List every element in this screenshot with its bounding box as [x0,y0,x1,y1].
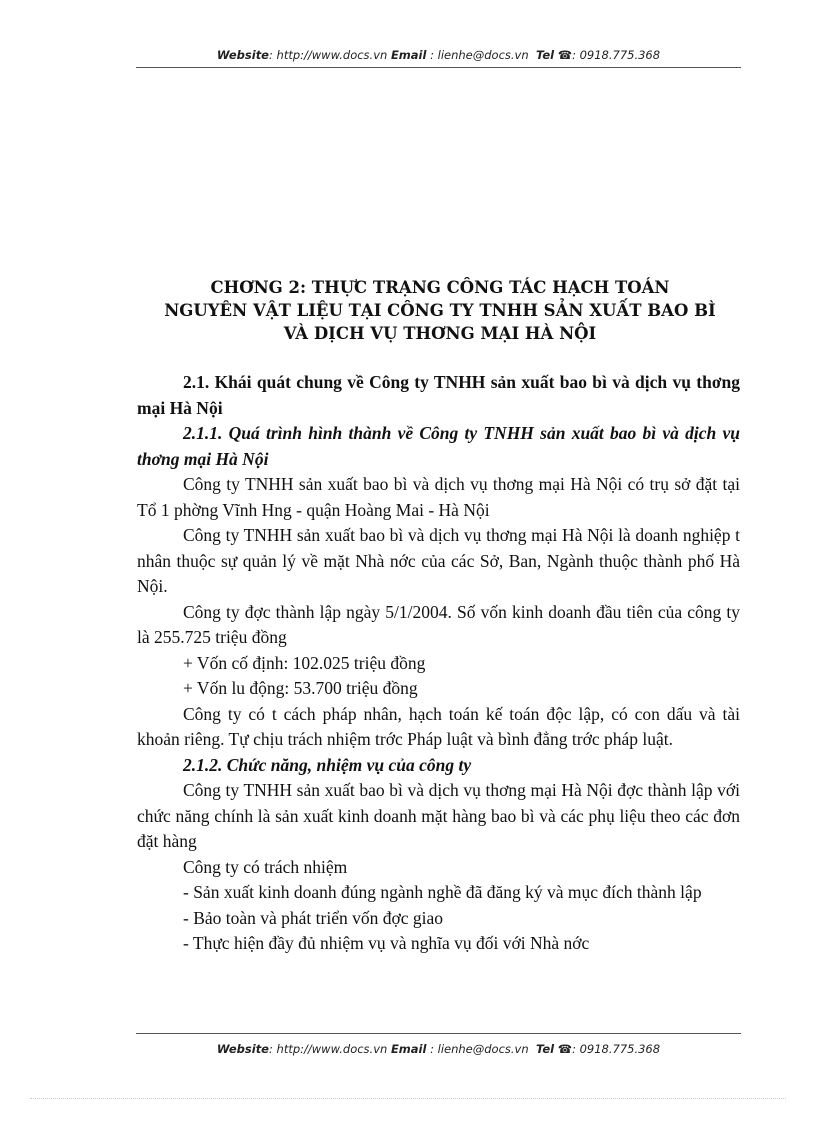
paragraph: Công ty TNHH sản xuất bao bì và dịch vụ thơng mại Hà Nội là doanh nghiệp t nhân thuộc sự quản lý về mặt Nhà nớc của các Sở, Ban, Ngành thuộc thành phố Hà Nội. [137,525,740,596]
website-label: Website [216,1042,269,1056]
page-bottom-dotted-line [30,1098,786,1099]
chapter-title [120,276,760,345]
list-item: + Vốn cố định: 102.025 triệu đồng [183,652,426,673]
paragraph: Công ty TNHH sản xuất bao bì và dịch vụ thơng mại Hà Nội có trụ sở đặt tại Tổ 1 phờng Vĩnh Hng - quận Hoàng Mai - Hà Nội [137,474,740,520]
page-header [136,48,741,62]
paragraph: Công ty có trách nhiệm [183,856,348,877]
section-heading-2-1: 2.1. Khái quát chung về Công ty TNHH sản xuất bao bì và dịch vụ thơng mại Hà Nội [137,372,740,418]
list-item: - Thực hiện đầy đủ nhiệm vụ và nghĩa vụ đối với Nhà nớc [183,933,590,953]
email-label: Email [390,1042,427,1056]
tel-label: Tel [535,48,555,62]
paragraph: Công ty có t cách pháp nhân, hạch toán kế toán độc lập, có con dấu và tài khoản riêng. Tự chịu trách nhiệm trớc Pháp luật và bình đẳng trớc pháp luật. [137,703,740,749]
page-footer [136,1042,741,1056]
chapter-title-line-3: VÀ DỊCH VỤ THƠNG MẠI HÀ NỘI [283,324,597,343]
tel-label: Tel [535,1042,555,1056]
phone-icon: ☎ [557,48,573,62]
section-heading-2-1-2: 2.1.2. Chức năng, nhiệm vụ của công ty [183,754,472,775]
header-rule [136,67,741,68]
website-value: : http://www.docs.vn [269,1042,388,1056]
email-value: : lienhe@docs.vn [430,1042,529,1056]
paragraph: Công ty đợc thành lập ngày 5/1/2004. Số vốn kinh doanh đầu tiên của công ty là 255.725 triệu đồng [137,601,740,647]
website-value: : http://www.docs.vn [269,48,388,62]
tel-value: : 0918.775.368 [572,1042,661,1056]
section-heading-2-1-1: 2.1.1. Quá trình hình thành về Công ty TNHH sản xuất bao bì và dịch vụ thơng mại Hà Nội [137,423,740,469]
chapter-title-line-1: CHƠNG 2: THỰC TRẠNG CÔNG TÁC HẠCH TOÁN [210,278,670,297]
tel-value: : 0918.775.368 [572,48,661,62]
chapter-title-line-2: NGUYÊN VẬT LIỆU TẠI CÔNG TY TNHH SẢN XUẤT BAO BÌ [164,301,716,320]
document-body [137,370,740,957]
list-item: - Sản xuất kinh doanh đúng ngành nghề đã đăng ký và mục đích thành lập [183,882,702,902]
phone-icon: ☎ [557,1042,573,1056]
footer-rule [136,1033,741,1034]
paragraph: Công ty TNHH sản xuất bao bì và dịch vụ thơng mại Hà Nội đợc thành lập với chức năng chính là sản xuất kinh doanh mặt hàng bao bì và các phụ liệu theo các đơn đặt hàng [137,780,740,851]
list-item: + Vốn lu động: 53.700 triệu đồng [183,678,418,698]
email-value: : lienhe@docs.vn [430,48,529,62]
website-label: Website [216,48,269,62]
list-item: - Bảo toàn và phát triển vốn đợc giao [183,907,444,928]
email-label: Email [390,48,427,62]
